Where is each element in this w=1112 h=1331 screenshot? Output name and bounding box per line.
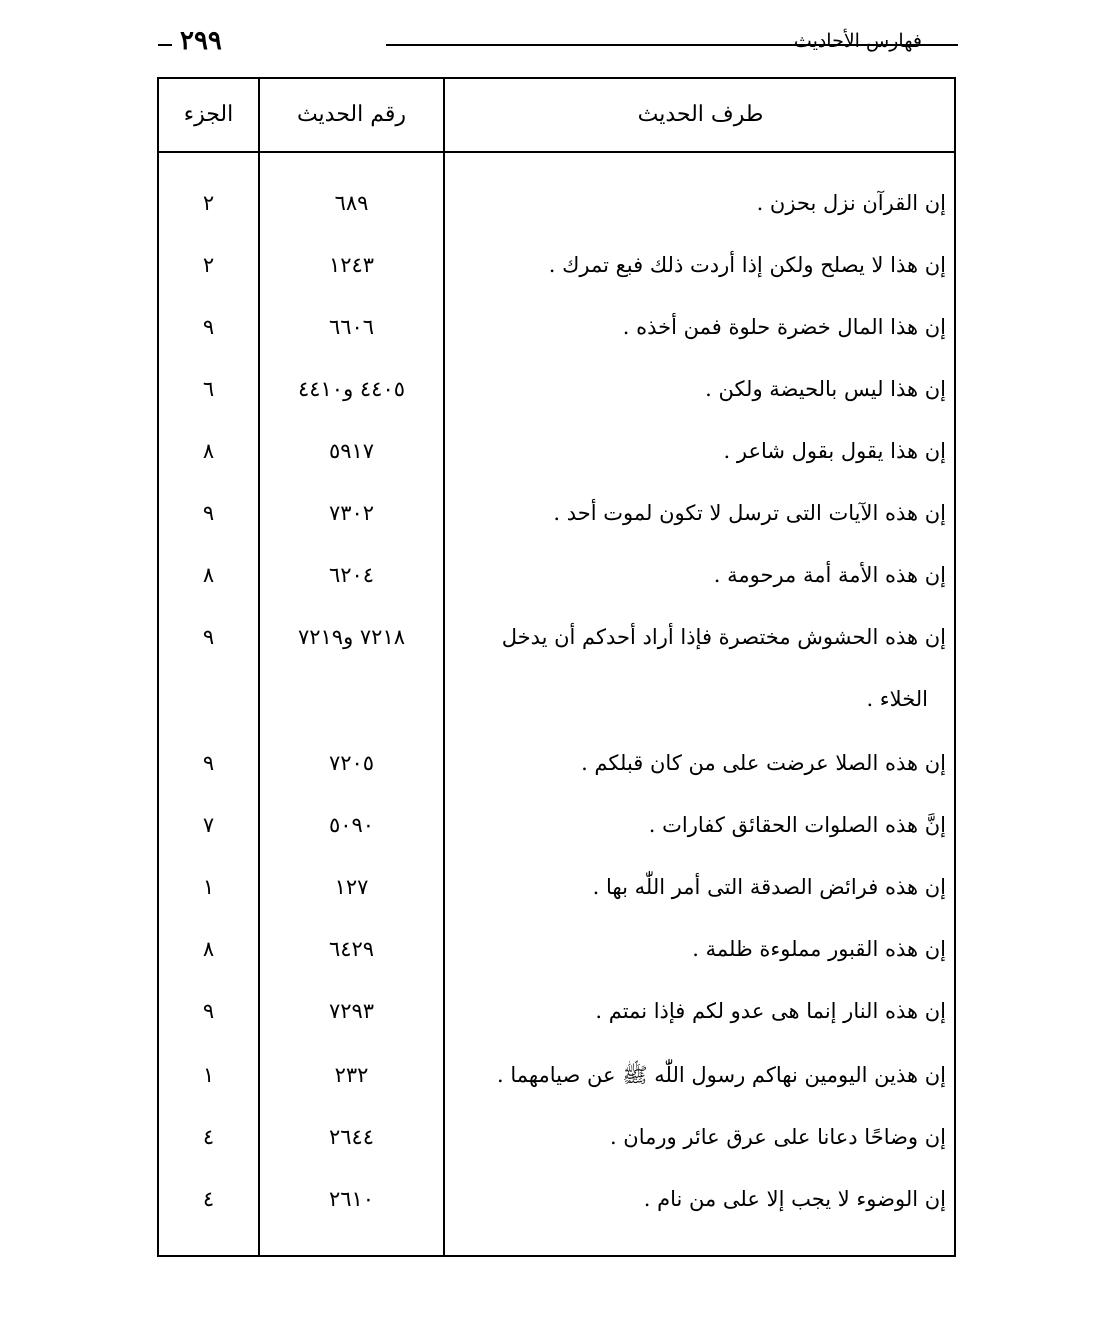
table-row-continuation bbox=[159, 669, 954, 729]
table-row bbox=[159, 919, 954, 979]
hadith-text: إنَّ هذه الصلوات الحقائق كفارات . bbox=[648, 813, 946, 837]
hadith-text: إن هذه فرائض الصدقة التى أمر اللّٰه بها . bbox=[592, 875, 946, 899]
header-divider bbox=[159, 151, 954, 153]
volume-number: ٩ bbox=[202, 315, 215, 339]
hadith-text: إن هذا ليس بالحيضة ولكن . bbox=[705, 377, 946, 401]
hadith-text: إن هذين اليومين نهاكم رسول اللّٰه ﷺ عن صيامهما . bbox=[496, 1063, 946, 1087]
column-header-hadith: طرف الحديث bbox=[637, 102, 764, 127]
table-row bbox=[159, 981, 954, 1041]
table-row bbox=[159, 545, 954, 605]
table-row bbox=[159, 173, 954, 233]
volume-number: ١ bbox=[202, 875, 215, 899]
hadith-number: ٢٣٢ bbox=[334, 1063, 369, 1087]
hadith-number: ٥٩١٧ bbox=[328, 439, 375, 463]
table-row bbox=[159, 297, 954, 357]
volume-number: ٤ bbox=[202, 1125, 215, 1149]
header-rule-right bbox=[930, 44, 958, 46]
volume-number: ١ bbox=[202, 1063, 215, 1087]
volume-number: ٤ bbox=[202, 1187, 215, 1211]
running-title: فهارس الأحاديث bbox=[793, 30, 922, 52]
table-row bbox=[159, 421, 954, 481]
page-number: ٢٩٩ bbox=[180, 26, 222, 56]
volume-number: ٩ bbox=[202, 501, 215, 525]
table-row bbox=[159, 607, 954, 667]
hadith-text: إن هذه القبور مملوءة ظلمة . bbox=[692, 937, 946, 961]
hadith-number: ٧٣٠٢ bbox=[328, 501, 375, 525]
table-row bbox=[159, 733, 954, 793]
hadith-number: ٥٠٩٠ bbox=[328, 813, 375, 837]
hadith-number: ٦٨٩ bbox=[334, 191, 369, 215]
hadith-number: ٧٢١٨ و٧٢١٩ bbox=[297, 625, 406, 649]
hadith-number: ٦٢٠٤ bbox=[328, 563, 375, 587]
table-row bbox=[159, 857, 954, 917]
table-row bbox=[159, 1045, 954, 1105]
hadith-number: ١٢٧ bbox=[334, 875, 369, 899]
volume-number: ٩ bbox=[202, 999, 215, 1023]
hadith-text: إن هذه الآيات التى ترسل لا تكون لموت أحد . bbox=[553, 501, 946, 525]
table-row bbox=[159, 795, 954, 855]
page-header bbox=[150, 24, 960, 64]
hadith-number: ٧٢٩٣ bbox=[328, 999, 375, 1023]
table-row bbox=[159, 1107, 954, 1167]
volume-number: ٢ bbox=[202, 253, 215, 277]
volume-number: ٩ bbox=[202, 751, 215, 775]
hadith-text-continuation: الخلاء . bbox=[866, 687, 928, 711]
hadith-number: ٢٦٤٤ bbox=[328, 1125, 375, 1149]
volume-number: ٢ bbox=[202, 191, 215, 215]
volume-number: ٨ bbox=[202, 937, 215, 961]
volume-number: ٩ bbox=[202, 625, 215, 649]
hadith-text: إن هذا لا يصلح ولكن إذا أردت ذلك فبع تمرك . bbox=[548, 253, 946, 277]
hadith-number: ٦٦٠٦ bbox=[328, 315, 375, 339]
hadith-number: ١٢٤٣ bbox=[328, 253, 375, 277]
table-row bbox=[159, 483, 954, 543]
header-rule-left bbox=[158, 44, 172, 46]
hadith-number: ٤٤٠٥ و٤٤١٠ bbox=[297, 377, 406, 401]
volume-number: ٨ bbox=[202, 439, 215, 463]
table-row bbox=[159, 359, 954, 419]
hadith-text: إن هذا يقول بقول شاعر . bbox=[723, 439, 946, 463]
hadith-text: إن هذه الحشوش مختصرة فإذا أراد أحدكم أن يدخل bbox=[501, 625, 946, 649]
hadith-text: إن هذه النار إنما هى عدو لكم فإذا نمتم . bbox=[595, 999, 946, 1023]
volume-number: ٨ bbox=[202, 563, 215, 587]
volume-number: ٧ bbox=[202, 813, 215, 837]
hadith-text: إن القرآن نزل بحزن . bbox=[756, 191, 946, 215]
hadith-number: ٧٢٠٥ bbox=[328, 751, 375, 775]
column-header-number: رقم الحديث bbox=[296, 102, 407, 127]
hadith-text: إن هذه الصلا عرضت على من كان قبلكم . bbox=[581, 751, 946, 775]
hadith-text: إن هذا المال خضرة حلوة فمن أخذه . bbox=[622, 315, 946, 339]
volume-number: ٦ bbox=[202, 377, 215, 401]
hadith-text: إن وضاحًا دعانا على عرق عائر ورمان . bbox=[609, 1125, 946, 1149]
hadith-number: ٦٤٢٩ bbox=[328, 937, 375, 961]
column-header-part: الجزء bbox=[183, 102, 234, 127]
hadith-index-table bbox=[157, 77, 956, 1257]
table-row bbox=[159, 1169, 954, 1229]
table-row bbox=[159, 235, 954, 295]
hadith-text: إن هذه الأمة أمة مرحومة . bbox=[713, 563, 946, 587]
hadith-text: إن الوضوء لا يجب إلا على من نام . bbox=[643, 1187, 946, 1211]
hadith-number: ٢٦١٠ bbox=[328, 1187, 375, 1211]
